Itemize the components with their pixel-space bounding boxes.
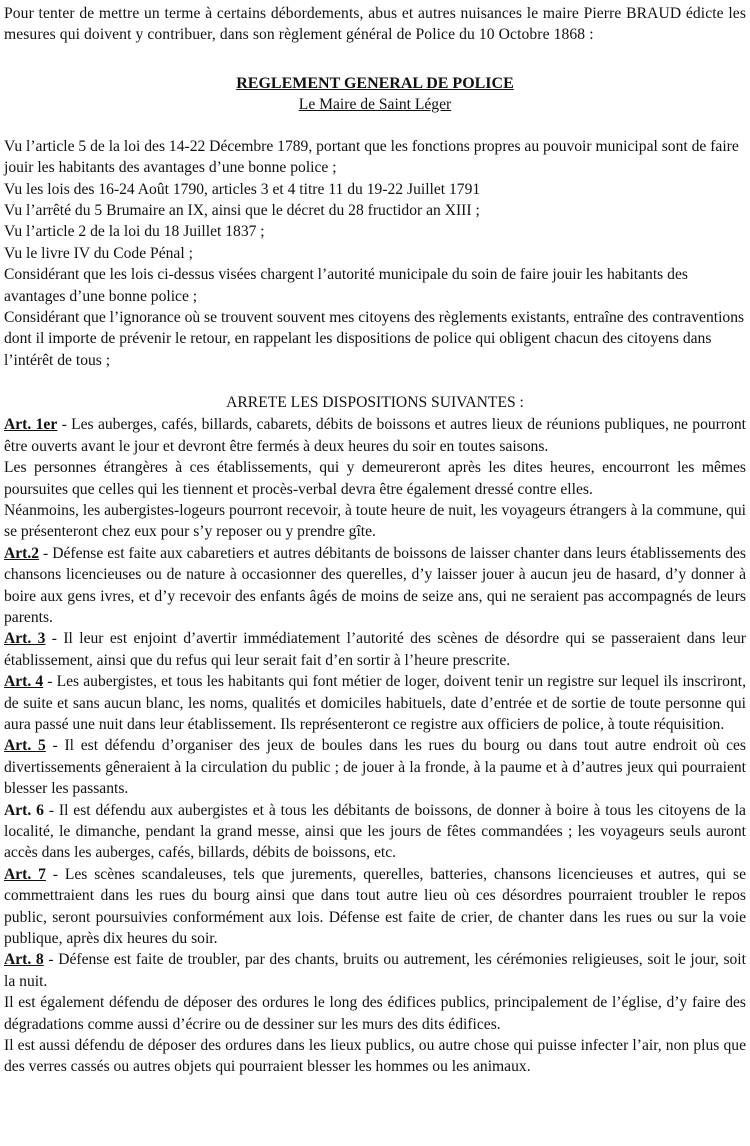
article-8-para-2 bbox=[4, 992, 746, 1035]
arrete-heading: ARRETE LES DISPOSITIONS SUIVANTES : bbox=[226, 394, 524, 412]
article-text: Les personnes étrangères à ces établissements, qui y demeureront après les dites heures, encourront les mêmes poursuites que celles qui les tiennent et procès-verbal devra être également dressé contre elles. bbox=[4, 459, 746, 498]
article-text: - Les aubergistes, et tous les habitants qui font métier de loger, doivent tenir un registre sur lequel ils inscriront, de suite et sans aucun blanc, les noms, qualités et domiciles habituels, date d’entrée et de sortie de toute personne qui aura passé une nuit dans leur établissement. Ils représenteront ce registre aux officiers de police, à toute réquisition. bbox=[4, 673, 746, 733]
document-title: REGLEMENT GENERAL DE POLICE bbox=[236, 74, 514, 92]
intro-paragraph: Pour tenter de mettre un terme à certains débordements, abus et autres nuisances le maire Pierre BRAUD édicte les mesures qui doivent y contribuer, dans son règlement général de Police du 10 Octobre 1868 : bbox=[4, 5, 746, 44]
article-text: Néanmoins, les aubergistes-logeurs pourront recevoir, à toute heure de nuit, les voyageurs étrangers à la commune, qui se présenteront chez eux pour s’y reposer ou y prendre gîte. bbox=[4, 501, 746, 541]
article-3 bbox=[4, 628, 746, 671]
article-8 bbox=[4, 949, 746, 992]
article-7 bbox=[4, 864, 746, 950]
article-8-para-3 bbox=[4, 1035, 746, 1078]
preamble-line: Considérant que l’ignorance où se trouvent souvent mes citoyens des règlements existants, entraîne des contraventions dont il importe de prévenir le retour, en rappelant les dispositions de police qui obligent chacun des citoyens dans l’intérêt de tous ; bbox=[4, 309, 745, 369]
preamble-line: Vu les lois des 16-24 Août 1790, articles 3 et 4 titre 11 du 19-22 Juillet 1791 bbox=[4, 180, 481, 198]
article-label: Art. 8 bbox=[4, 951, 44, 969]
document-subtitle: Le Maire de Saint Léger bbox=[298, 95, 452, 113]
article-4 bbox=[4, 671, 746, 735]
article-text: - Il leur est enjoint d’avertir immédiatement l’autorité des scènes de désordre qui se passeraient dans leur établissement, ainsi que du refus qui leur serait fait d’en sortir à l’heure prescrite. bbox=[4, 630, 746, 669]
article-text: - Défense est faite aux cabaretiers et autres débitants de boissons de laisser chanter dans leurs établissements des chansons licencieuses ou de nature à occasionner des querelles, d’y laisser jouer à aucun jeu de hasard, d’y donner à boire aux gens ivres, et d’y recevoir des enfants âgés de moins de seize ans, qui ne seraient pas accompagnés de leurs parents. bbox=[4, 544, 746, 626]
article-6 bbox=[4, 800, 746, 864]
preamble-line: Vu l’article 2 de la loi du 18 Juillet 1837 ; bbox=[4, 223, 265, 241]
article-label: Art. 3 bbox=[4, 630, 46, 648]
preamble-line: Vu le livre IV du Code Pénal ; bbox=[4, 244, 193, 262]
article-label: Art.2 bbox=[4, 544, 40, 562]
article-text: - Les scènes scandaleuses, tels que jurements, querelles, batteries, chansons licencieuses et autres, qui se commettraient dans les rues du bourg ainsi que dans tout autre lieu où ces désordres pourraient troubler le repos public, seront poursuivies conformément aux lois. Défense est faite de crier, de chanter dans les rues ou sur la voie publique, après dix heures du soir. bbox=[4, 865, 746, 948]
title-block bbox=[4, 73, 746, 115]
preamble-line: Considérant que les lois ci-dessus visées chargent l’autorité municipale du soin de faire jouir les habitants des avantages d’une bonne police ; bbox=[4, 266, 688, 305]
article-text: - Il est défendu d’organiser des jeux de boules dans les rues du bourg ou dans tout autre endroit où ces divertissements gêneraient à la circulation du public ; de jouer à la fronde, à la paume et à d’autres jeux qui pourraient blesser les passants. bbox=[4, 737, 746, 798]
article-label: Art. 1er bbox=[4, 416, 58, 434]
articles bbox=[4, 414, 746, 1078]
article-5 bbox=[4, 735, 746, 799]
article-2 bbox=[4, 543, 746, 629]
article-1-para-2 bbox=[4, 457, 746, 500]
article-text: Il est aussi défendu de déposer des ordures dans les lieux publics, ou autre chose qui puisse infecter l’air, non plus que des verres cassés ou autres objets qui pourraient blesser les hommes ou les animaux. bbox=[4, 1037, 746, 1076]
preamble bbox=[4, 136, 746, 371]
preamble-line: Vu l’arrêté du 5 Brumaire an IX, ainsi que le décret du 28 fructidor an XIII ; bbox=[4, 202, 480, 220]
article-label: Art. 4 bbox=[4, 673, 44, 691]
article-1 bbox=[4, 414, 746, 457]
article-text: - Défense est faite de troubler, par des chants, bruits ou autrement, les cérémonies religieuses, soit le jour, soit la nuit. bbox=[4, 951, 746, 990]
article-label: Art. 7 bbox=[4, 865, 46, 883]
article-label: Art. 6 bbox=[4, 801, 44, 819]
article-text: Il est également défendu de déposer des ordures le long des édifices publics, principalement de l’église, d’y faire des dégradations comme aussi d’écrire ou de dessiner sur les murs des dits édifices. bbox=[4, 994, 746, 1033]
article-label: Art. 5 bbox=[4, 737, 46, 755]
article-1-para-3 bbox=[4, 500, 746, 543]
article-text: - Les auberges, cafés, billards, cabarets, débits de boissons et autres lieux de réunions publiques, ne pourront être ouverts avant le jour et devront être fermés à deux heures du soir en toutes saisons. bbox=[4, 416, 746, 455]
preamble-line: Vu l’article 5 de la loi des 14-22 Décembre 1789, portant que les fonctions propres au pouvoir municipal sont de faire jouir les habitants des avantages d’une bonne police ; bbox=[4, 137, 739, 177]
article-text: - Il est défendu aux aubergistes et à tous les débitants de boissons, de donner à boire à tous les citoyens de la localité, le dimanche, pendant la grand messe, ainsi que les jours de fêtes commandées ; les voyageurs seuls auront accès dans les auberges, cafés, billards, débits de boissons, etc. bbox=[4, 801, 746, 862]
